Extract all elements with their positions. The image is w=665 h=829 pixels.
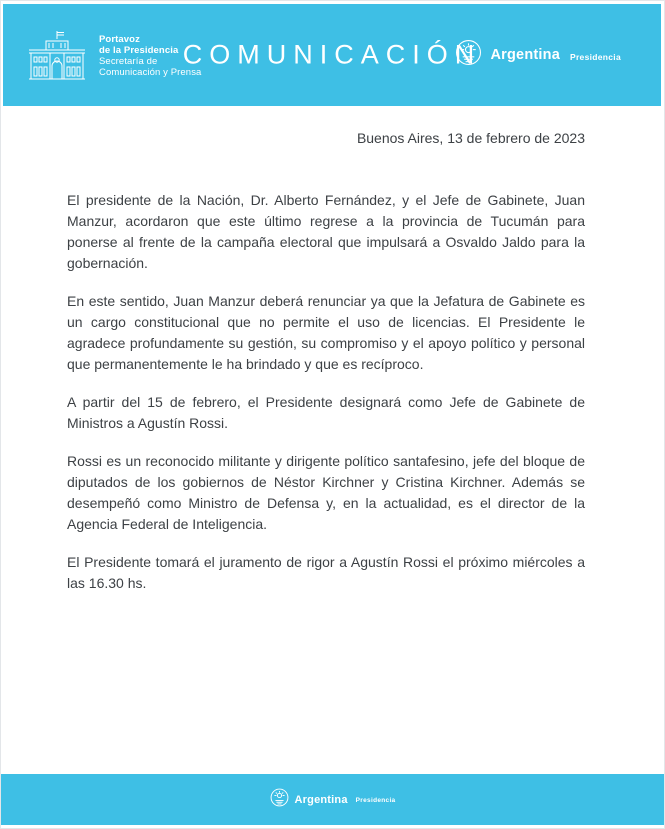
paragraph-2: En este sentido, Juan Manzur deberá renunciar ya que la Jefatura de Gabinete es un cargo constitucional que no permite el uso de licencias. El Presidente le agradece profundamente su gestión, su compromiso y el apoyo político y personal que permanentemente le ha brindado y que es recíproco. xyxy=(67,293,585,372)
header-banner xyxy=(3,4,661,106)
paragraph-1: El presidente de la Nación, Dr. Alberto Fernández, y el Jefe de Gabinete, Juan Manzur, acordaron que este último regrese a la provincia de Tucumán para ponerse al frente de la campaña electoral que impulsará a Osvaldo Jaldo para la gobernación. xyxy=(67,192,585,271)
brand-subtitle: Presidencia xyxy=(569,51,621,62)
paragraph-5: El Presidente tomará el juramento de rigor a Agustín Rossi el próximo miércoles a las 16.30 hs. xyxy=(67,554,585,591)
portavoz-line3: Secretaría de xyxy=(99,56,158,67)
footer-brand-name: Argentina xyxy=(294,793,348,806)
document-body xyxy=(67,106,585,611)
paragraph-4: Rossi es un reconocido militante y dirigente político santafesino, jefe del bloque de diputados de los gobiernos de Néstor Kirchner y Cristina Kirchner. Además se desempeñó como Ministro de Defensa y, en la actualidad, es el director de la Agencia Federal de Inteligencia. xyxy=(67,453,585,532)
sun-of-may-icon xyxy=(455,39,482,71)
paragraph-3: A partir del 15 de febrero, el Presidente designará como Jefe de Gabinete de Ministros a Agustín Rossi. xyxy=(67,394,585,431)
dateline: Buenos Aires, 13 de febrero de 2023 xyxy=(356,130,585,146)
portavoz-line4: Comunicación y Prensa xyxy=(99,67,202,78)
brand-name: Argentina xyxy=(490,47,560,63)
portavoz-line1: Portavoz xyxy=(99,34,140,45)
sun-of-may-icon xyxy=(270,788,289,812)
casa-rosada-icon xyxy=(25,30,89,82)
argentina-presidencia-logo xyxy=(455,39,621,71)
portavoz-line2: de la Presidencia xyxy=(99,45,179,56)
portavoz-logo xyxy=(25,30,201,82)
paragraphs xyxy=(67,190,585,594)
footer-brand-subtitle: Presidencia xyxy=(355,797,396,804)
page-title: COMUNICACIÓN xyxy=(182,39,482,70)
footer-banner xyxy=(1,774,664,825)
